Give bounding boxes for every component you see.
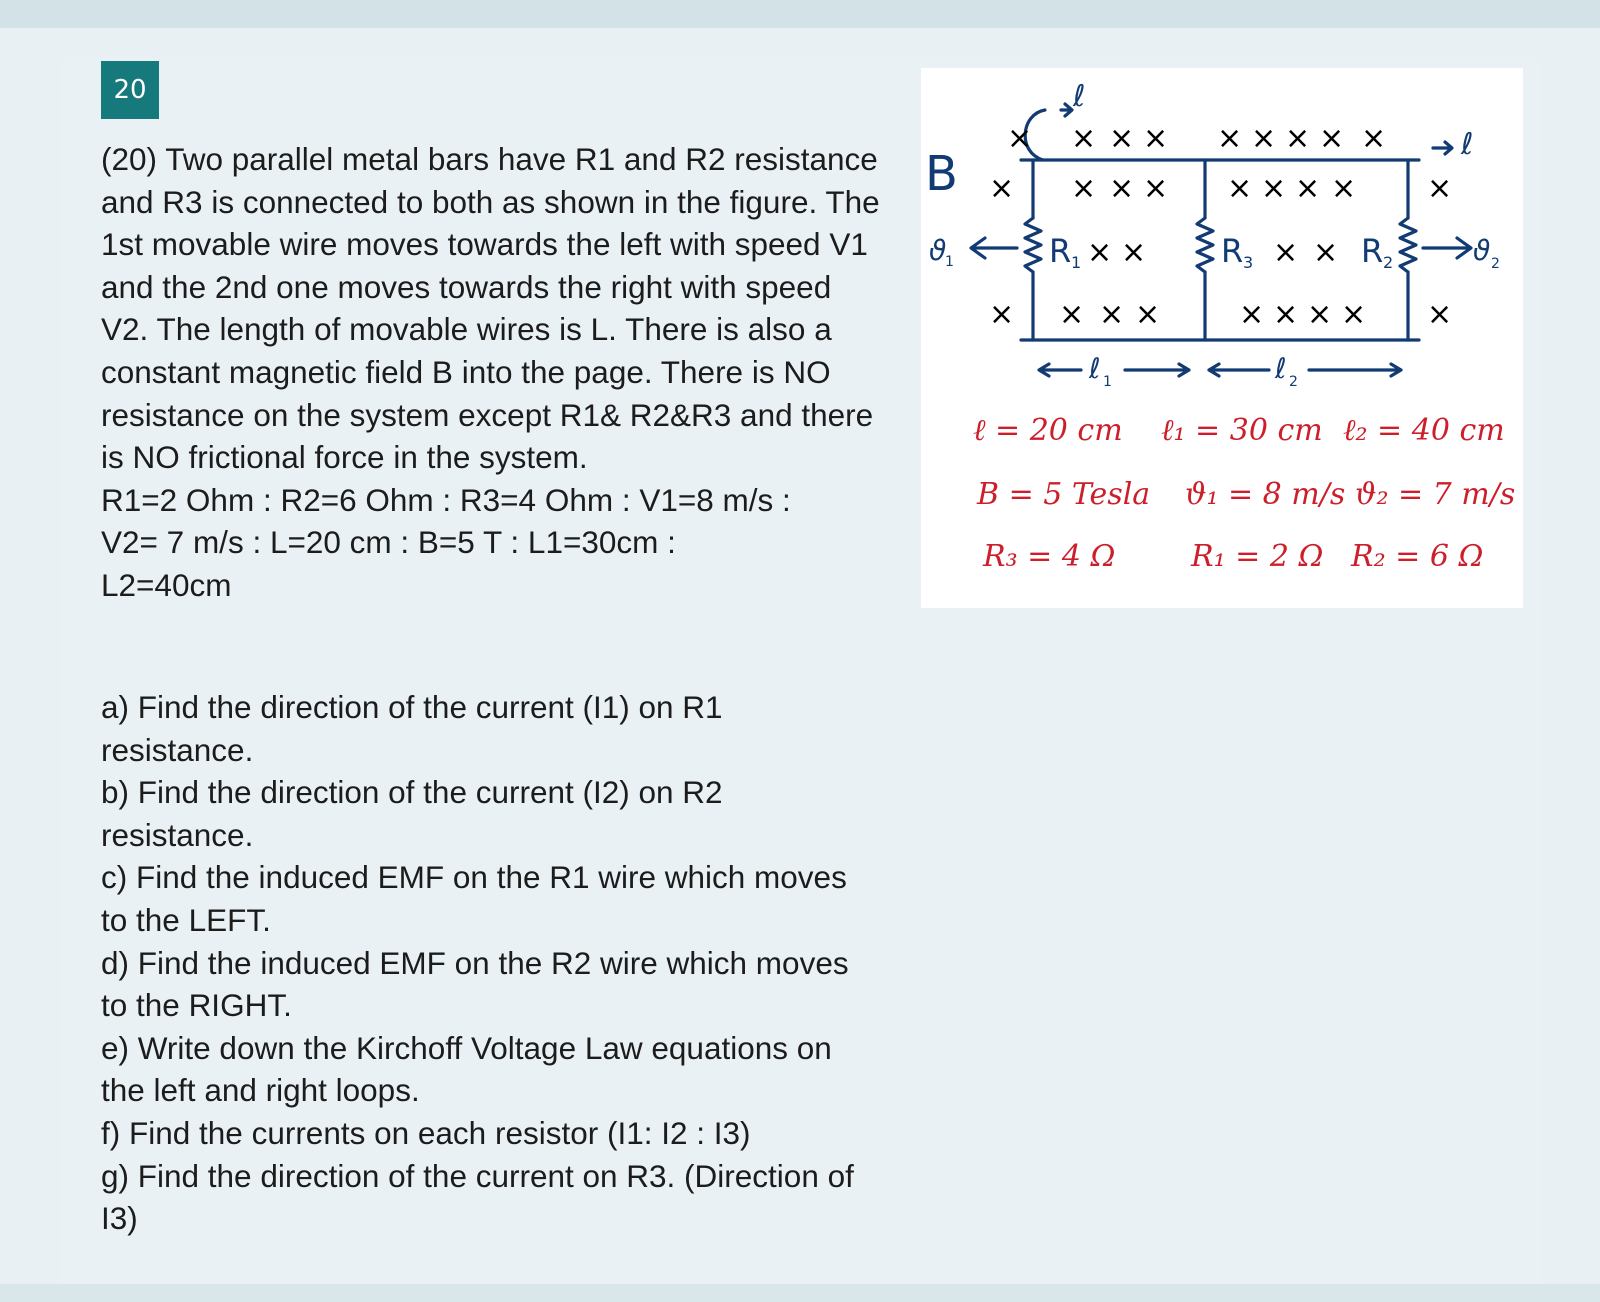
x-mark: × [1427,297,1453,332]
x-mark: × [1007,121,1033,156]
r2-subscript: 2 [1383,253,1394,272]
v2-label: ϑ [1473,234,1491,267]
x-mark: × [1313,235,1339,270]
x-mark: × [1341,297,1367,332]
l2-arrow-right [1309,364,1401,376]
question-e: e) Write down the Kirchoff Voltage Law equations on the left and right loops. [101,1029,832,1109]
x-mark: × [1109,171,1135,206]
given-values-line-1: R1=2 Ohm : R2=6 Ohm : R3=4 Ohm : V1=8 m/s : [101,481,791,518]
given-l2: ℓ₂ = 40 cm [1343,413,1505,448]
given-v2: ϑ₂ = 7 m/s [1355,477,1516,512]
r1-label: R [1049,232,1072,270]
x-mark: × [1059,297,1085,332]
question-a: a) Find the direction of the current (I1) on R1 resistance. [101,689,723,768]
x-mark: × [1361,121,1387,156]
v2-arrow [1423,238,1471,258]
circuit-figure [921,68,1523,608]
l1-arrow-right [1125,364,1189,376]
x-mark: × [1109,121,1135,156]
x-mark: × [1135,297,1161,332]
given-b: B = 5 Tesla [977,477,1151,512]
question-f: f) Find the currents on each resistor (I1: I2 : I3) [101,1114,751,1151]
x-mark: × [1143,121,1169,156]
r2-label: R [1361,232,1384,270]
length-arrow-left [1061,104,1072,116]
r1-subscript: 1 [1071,253,1082,272]
field-x-marks [989,121,1452,332]
x-mark: × [1217,121,1243,156]
given-v1: ϑ₁ = 8 m/s [1185,477,1346,512]
x-mark: × [989,171,1015,206]
r2-resistor-zigzag [1400,218,1416,272]
x-mark: × [1331,171,1357,206]
v1-subscript: 1 [945,254,954,270]
problem-number-badge: 20 [101,61,159,119]
v2-subscript: 2 [1491,256,1500,272]
given-r3: R₃ = 4 Ω [983,539,1116,574]
x-mark: × [1295,171,1321,206]
x-mark: × [1239,297,1265,332]
x-mark: × [1273,235,1299,270]
given-r2: R₂ = 6 Ω [1351,539,1484,574]
x-mark: × [989,297,1015,332]
given-l: ℓ = 20 cm [973,413,1123,448]
v1-label: ϑ [929,234,947,267]
given-l1: ℓ₁ = 30 cm [1161,413,1323,448]
l2-arrow-left [1209,364,1269,376]
given-r1: R₁ = 2 Ω [1191,539,1324,574]
length-arrow-right [1433,142,1452,154]
length-label-right: ℓ [1461,127,1474,162]
l1-subscript: 1 [1103,374,1112,390]
r1-resistor-zigzag [1025,218,1041,272]
l2-subscript: 2 [1289,374,1298,390]
question-b: b) Find the direction of the current (I2) on R2 resistance. [101,774,723,853]
x-mark: × [1273,297,1299,332]
problem-paragraph: (20) Two parallel metal bars have R1 and R2 resistance and R3 is connected to both as shown in the figure. The 1st movable wire moves towards the left with speed V1 and the 2nd one moves towards the right with speed V2. The length of movable wires is L. There is also a constant magnetic field B into the page. There is NO resistance on the system except R1& R2&R3 and there is NO frictional force in the system. [101,141,880,476]
l1-arrow-left [1039,364,1081,376]
x-mark: × [1121,235,1147,270]
problem-statement [101,138,881,607]
top-bar [0,0,1600,28]
question-list [101,686,881,1240]
x-mark: × [1251,121,1277,156]
x-mark: × [1071,121,1097,156]
l1-label: ℓ [1089,352,1101,385]
length-label-top: ℓ [1073,79,1086,114]
r3-label: R [1221,232,1244,270]
given-values-line-3: L2=40cm [101,566,232,603]
question-c: c) Find the induced EMF on the R1 wire which moves to the LEFT. [101,859,847,938]
circuit-diagram [921,68,1523,608]
given-values-line-2: V2= 7 m/s : L=20 cm : B=5 T : L1=30cm : [101,524,676,561]
v1-arrow [971,238,1017,258]
bottom-edge [0,1284,1600,1302]
r3-resistor-zigzag [1197,218,1213,272]
x-mark: × [1285,121,1311,156]
x-mark: × [1427,171,1453,206]
question-d: d) Find the induced EMF on the R2 wire which moves to the RIGHT. [101,944,849,1024]
x-mark: × [1143,171,1169,206]
question-g: g) Find the direction of the current on R3. (Direction of I3) [101,1157,854,1237]
x-mark: × [1227,171,1253,206]
x-mark: × [1261,171,1287,206]
l2-label: ℓ [1275,352,1287,385]
x-mark: × [1087,235,1113,270]
x-mark: × [1307,297,1333,332]
x-mark: × [1319,121,1345,156]
r3-subscript: 3 [1243,253,1254,272]
x-mark: × [1099,297,1125,332]
x-mark: × [1071,171,1097,206]
field-label-b: B [925,146,958,202]
